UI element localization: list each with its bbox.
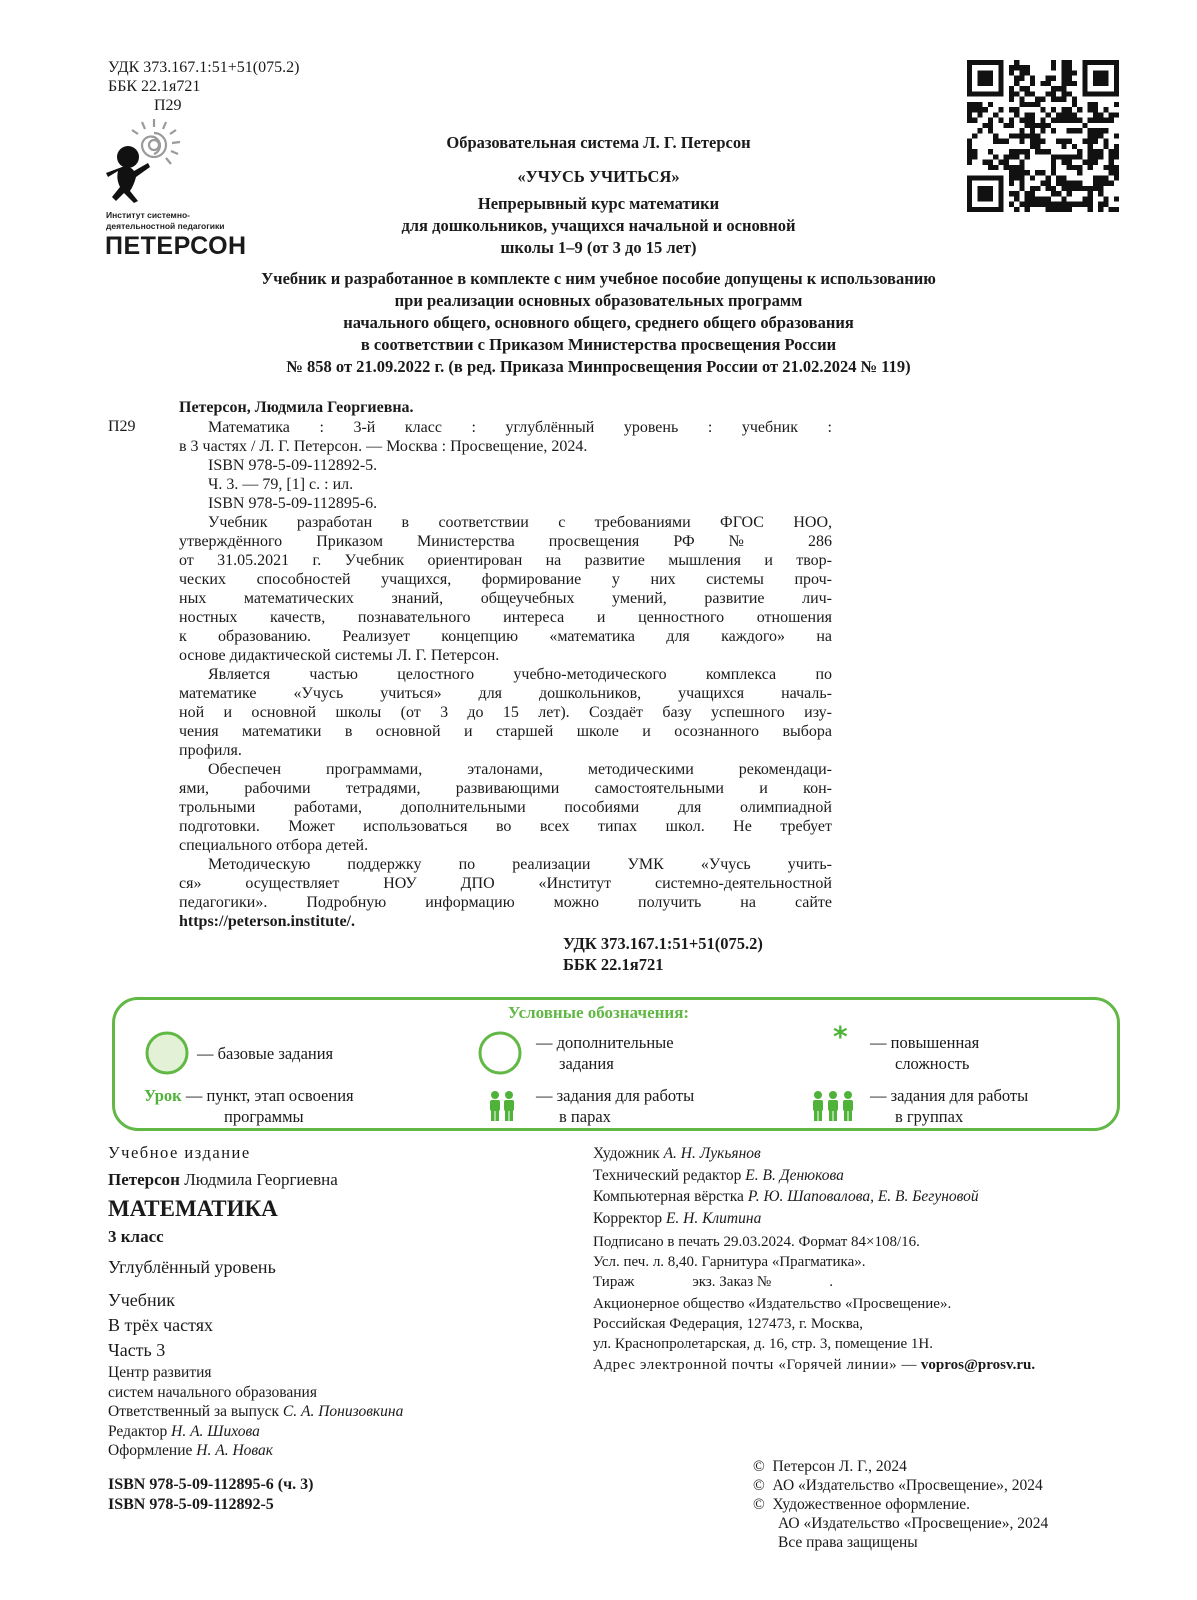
institute-url[interactable]: https://peterson.institute/. [179, 913, 355, 930]
approval-statement: Учебник и разработанное в комплекте с ним учебное пособие допущены к использованию при реализации основных образовательных программ начального общего, основного общего, среднего общего образования в соответствии с Приказом Министерства просвещения России № 858 от 21.09.2022 г. (в ред. Приказа Минпросвещения России от 21.02.2024 № 119) [261, 269, 936, 376]
hotline-email: Адрес электронной почты «Горячей линии» — vopros@prosv.ru. [593, 1357, 1036, 1373]
legend-extra: — дополнительные задания [536, 1033, 674, 1073]
brand-name: ПЕТЕРСОН [105, 232, 247, 260]
header-codes [108, 58, 299, 115]
bbk-code: ББК 22.1я721 [108, 78, 201, 95]
book-grade: 3 класс [108, 1227, 164, 1246]
legend-hard: — повышенная сложность [870, 1033, 980, 1073]
legend-basic: — базовые задания [197, 1044, 334, 1063]
extra-task-icon [477, 1030, 523, 1076]
udk-code: УДК 373.167.1:51+51(075.2) [108, 59, 300, 76]
book-level: Углублённый уровень [108, 1257, 276, 1277]
bib-annotation: Учебник разработан в соответствии с требованиями ФГОС НОО, утверждённого Приказом Министерства просвещения РФ № 286 от 31.05.2021 г. Учебник ориентирован на развитие мышления и твор- ческих способностей учащихся, формирование у них системы проч- ных математических знаний, общеучебных умений, развитие лич- ностных качеств, познавательного интереса и ценностного отношения к образованию. Реализует концепцию «математика для каждого» на основе дидактической системы Л. Г. Петерсон. Является частью целостного учебно-методического комплекса по математике «Учусь учиться» для дошкольников, учащихся началь- ной и основной школы (от 3 до 15 лет). Создаёт базу успешного изу- чения математики в основной и старшей школе и осознанного выбора профиля. Обеспечен программами, эталонами, методическими рекомендаци- ями, рабочими тетрадями, развивающими самостоятельными и кон- трольными работами, дополнительными пособиями для олимпиадной подготовки. Может использоваться во всех типах школ. Не требует специального отбора детей. Методическую поддержку по реализации УМК «Учусь учить- ся» осуществляет НОУ ДПО «Институт системно-деятельностной педагогики». Подробную информацию можно получить на сайте https://peterson.institute/. [179, 514, 832, 930]
print-info: Подписано в печать 29.03.2024. Формат 84×108/16. Усл. печ. л. 8,40. Гарнитура «Прагматика». Тираж экз. Заказ № . [593, 1234, 920, 1290]
institute-name: Институт системно- деятельностной педагогики [106, 210, 225, 231]
copyright-icon: © [753, 1458, 765, 1475]
lesson-word: Урок [144, 1086, 182, 1105]
book-kind: Учебник В трёх частях Часть 3 [108, 1290, 214, 1360]
course-title: Непрерывный курс математики для дошкольников, учащихся начальной и основной школы 1–9 (от 3 до 15 лет) [401, 194, 796, 257]
system-title: Образовательная система Л. Г. Петерсон [446, 133, 751, 152]
pair-work-icon [486, 1090, 518, 1122]
book-title: МАТЕМАТИКА [108, 1196, 278, 1221]
legend-groups: — задания для работы в группах [870, 1086, 1029, 1126]
bib-author: Петерсон, Людмила Георгиевна. [179, 399, 414, 416]
bib-record: Математика : 3-й класс : углублённый уровень : учебник : в 3 частях / Л. Г. Петерсон. — Москва : Просвещение, 2024. ISBN 978-5-09-112892-5. Ч. 3. — 79, [1] с. : ил. ISBN 978-5-09-112895-6. [179, 419, 832, 512]
series-title: «УЧУСЬ УЧИТЬСЯ» [517, 167, 680, 186]
credits-left: Центр развития систем начального образования Ответственный за выпуск С. А. Понизовкина Редактор Н. А. Шихова Оформление Н. А. Новак [108, 1364, 404, 1459]
copyright-icon: © [753, 1496, 765, 1513]
isbn-block: ISBN 978-5-09-112895-6 (ч. 3) ISBN 978-5-09-112892-5 [108, 1476, 314, 1513]
bib-codes: УДК 373.167.1:51+51(075.2) ББК 22.1я721 [563, 934, 763, 974]
copyright-icon: © [753, 1477, 765, 1494]
author-mark: П29 [154, 97, 182, 114]
credits-right: Художник А. Н. Лукьянов Технический редактор Е. В. Денюкова Компьютерная вёрстка Р. Ю. Шаповалова, Е. В. Бегуновой Корректор Е. Н. Клитина [593, 1145, 979, 1227]
email-link[interactable]: vopros@prosv.ru [920, 1357, 1032, 1373]
bib-mark: П29 [108, 418, 136, 435]
asterisk-icon: * [833, 1020, 848, 1053]
colophon-author: Петерсон Людмила Георгиевна [108, 1170, 338, 1189]
legend-title: Условные обозначения: [507, 1003, 690, 1022]
publisher-info: Акционерное общество «Издательство «Просвещение». Российская Федерация, 127473, г. Москва, ул. Краснопролетарская, д. 16, стр. 3, помещение 1Н. [593, 1296, 952, 1352]
group-work-icon [810, 1090, 856, 1122]
legend-pairs: — задания для работы в парах [536, 1086, 695, 1126]
legend-lesson: Урок — пункт, этап освоения программы [144, 1086, 354, 1126]
basic-task-icon [144, 1030, 190, 1076]
edition-label: Учебное издание [108, 1143, 251, 1162]
copyright-block: © Петерсон Л. Г., 2024 © АО «Издательство «Просвещение», 2024 © Художественное оформление. АО «Издательство «Просвещение», 2024 Все права защищены [753, 1458, 1049, 1551]
